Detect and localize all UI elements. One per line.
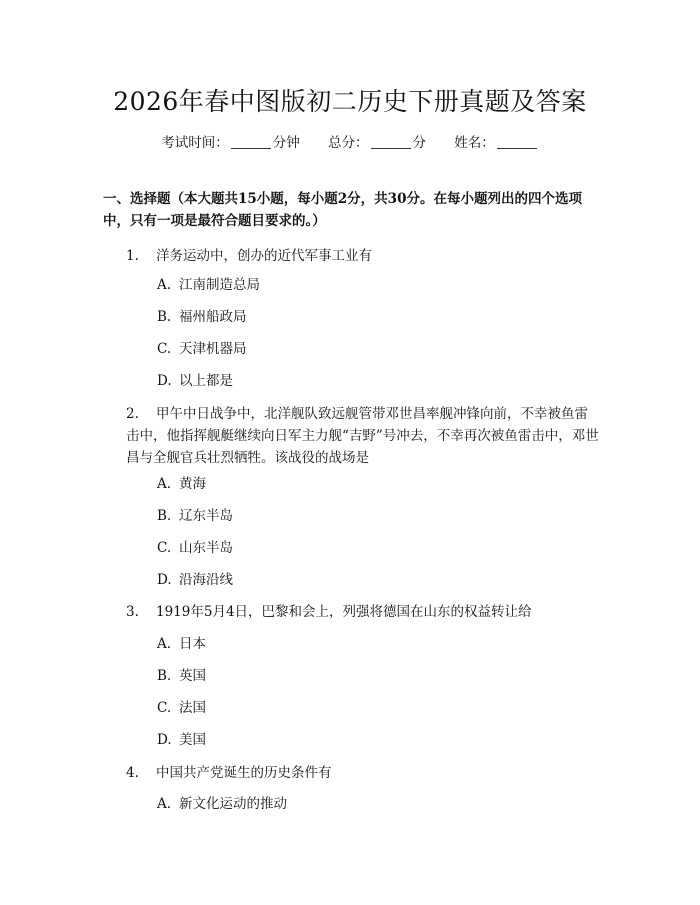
option-text: 新文化运动的推动 — [179, 796, 287, 812]
option-letter: C. — [157, 341, 172, 357]
option-2b[interactable] — [157, 506, 233, 526]
name-field — [454, 135, 539, 151]
section-heading: 一、选择题（本大题共15小题，每小题2分，共30分。在每小题列出的四个选项中，只有一项是最符合题目要求的。） — [103, 191, 582, 229]
question-3 — [126, 601, 601, 623]
question-number: 3. — [126, 604, 139, 620]
option-letter: A. — [157, 796, 172, 812]
question-number: 4. — [126, 765, 139, 781]
option-letter: B. — [157, 309, 172, 325]
question-number: 1. — [126, 248, 139, 264]
option-3a[interactable] — [157, 634, 206, 654]
name-blank[interactable] — [497, 134, 537, 149]
option-letter: A. — [157, 277, 172, 293]
option-1a[interactable] — [157, 275, 260, 295]
option-letter: B. — [157, 668, 172, 684]
option-text: 美国 — [179, 732, 206, 748]
time-blank[interactable] — [231, 134, 271, 149]
option-letter: A. — [157, 476, 172, 492]
option-text: 英国 — [179, 668, 206, 684]
question-4 — [126, 762, 601, 784]
page-title: 2026年春中图版初二历史下册真题及答案 — [113, 87, 587, 116]
option-letter: D. — [157, 732, 172, 748]
exam-info-line — [0, 131, 700, 151]
option-letter: C. — [157, 700, 172, 716]
score-field — [328, 135, 430, 151]
option-text: 日本 — [179, 636, 206, 652]
option-4a[interactable] — [157, 794, 287, 814]
option-text: 法国 — [179, 700, 206, 716]
option-1c[interactable] — [157, 339, 247, 359]
question-number: 2. — [126, 406, 139, 422]
time-label: 考试时间： — [161, 135, 229, 151]
option-3b[interactable] — [157, 666, 206, 686]
option-3c[interactable] — [157, 698, 206, 718]
question-text: 甲午中日战争中，北洋舰队致远舰管带邓世昌率舰冲锋向前，不幸被鱼雷击中，他指挥舰艇继续向日军主力舰“吉野”号冲去，不幸再次被鱼雷击中，邓世昌与全舰官兵壮烈牺牲。该战役的战场是 — [126, 406, 599, 466]
option-2d[interactable] — [157, 570, 233, 590]
option-text: 山东半岛 — [179, 540, 233, 556]
name-label: 姓名： — [454, 135, 495, 151]
option-3d[interactable] — [157, 730, 206, 750]
option-1b[interactable] — [157, 307, 247, 327]
question-text: 中国共产党诞生的历史条件有 — [156, 765, 332, 781]
option-text: 福州船政局 — [179, 309, 247, 325]
option-text: 天津机器局 — [179, 341, 247, 357]
option-text: 以上都是 — [179, 373, 233, 389]
option-1d[interactable] — [157, 371, 233, 391]
question-text: 洋务运动中，创办的近代军事工业有 — [156, 248, 372, 264]
time-field — [161, 135, 304, 151]
option-text: 辽东半岛 — [179, 508, 233, 524]
option-letter: B. — [157, 508, 172, 524]
option-2c[interactable] — [157, 538, 233, 558]
option-text: 沿海沿线 — [179, 572, 233, 588]
question-1 — [126, 245, 601, 267]
question-text: 1919年5月4日，巴黎和会上，列强将德国在山东的权益转让给 — [156, 604, 532, 620]
option-letter: A. — [157, 636, 172, 652]
score-label: 总分： — [328, 135, 369, 151]
score-unit: 分 — [412, 135, 426, 151]
question-2 — [126, 403, 601, 469]
option-text: 黄海 — [179, 476, 206, 492]
option-text: 江南制造总局 — [179, 277, 260, 293]
score-blank[interactable] — [371, 134, 411, 149]
option-2a[interactable] — [157, 474, 206, 494]
time-unit: 分钟 — [272, 135, 300, 151]
option-letter: D. — [157, 572, 172, 588]
option-letter: C. — [157, 540, 172, 556]
option-letter: D. — [157, 373, 172, 389]
